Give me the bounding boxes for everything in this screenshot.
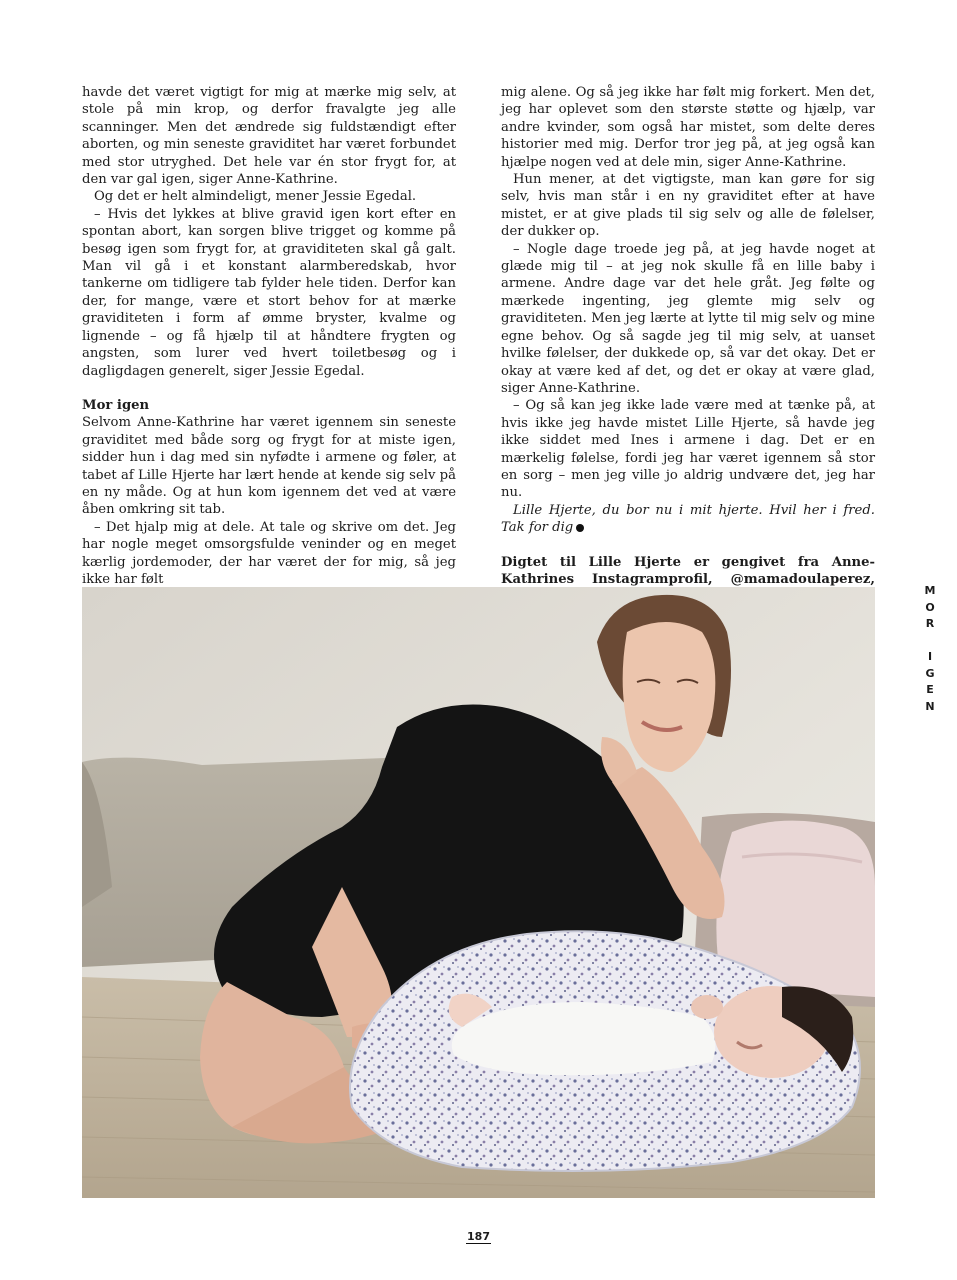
section-label-gap <box>920 633 940 650</box>
paragraph: mig alene. Og så jeg ikke har følt mig forkert. Men det, jeg har oplevet som den største støtte og hjælp, var andre kvinder, som også har mistet, som delte deres historier med mig. Derfor tror jeg på, at jeg også kan hjælpe nogen ved at dele min, siger Anne-Kathrine. <box>501 85 875 170</box>
paragraph: Og det er helt almindeligt, mener Jessie Egedal. <box>94 189 417 205</box>
subheading: Mor igen <box>82 397 150 413</box>
section-label-letter: R <box>925 617 935 630</box>
paragraph: Selvom Anne-Kathrine har været igennem sin seneste graviditet med både sorg og frygt for at miste igen, sidder hun i dag med sin nyfødte i armene og føler, at tabet af Lille Hjerte har lært hende at kende sig selv på en ny måde. Og at hun kom igennem det ved at være åben omkring sit tab. <box>82 415 456 518</box>
paragraph: – Nogle dage troede jeg på, at jeg havde noget at glæde mig til – at jeg nok skulle få en lille baby i armene. Andre dage var det hele gråt. Jeg følte og mærkede ingenting, jeg glemte mig selv og graviditeten. Men jeg lærte at lytte til mig selv og mine egne behov. Og så sagde jeg til mig selv, at uanset hvilke følelser, der dukkede op, så var det okay. Det er okay at være ked af det, og det er okay at være glad, siger Anne-Kathrine. <box>501 241 875 396</box>
paragraph: – Det hjalp mig at dele. At tale og skrive om det. Jeg har nogle meget omsorgsfulde veninder og en meget kærlig jordemoder, der har været der for mig, så jeg ikke har følt <box>82 519 456 587</box>
paragraph: havde det været vigtigt for mig at mærke mig selv, at stole på min krop, og derfor fravalgte jeg alle scanninger. Men det ændrede sig fuldstændigt efter aborten, og min seneste graviditet har været forbundet med stor utryghed. Det hele var én stor frygt for, at den var gal igen, siger Anne-Kathrine. <box>82 85 456 188</box>
poem-line <box>501 502 875 537</box>
article-column-left <box>82 84 456 588</box>
paragraph: Hun mener, at det vigtigste, man kan gøre for sig selv, hvis man står i en ny graviditet efter at have mistet, er at give plads til sig selv og alle de følelser, der dukker op. <box>501 172 875 240</box>
poem-credit: Digtet til Lille Hjerte er gengivet fra Anne-Kathrines Instagramprofil, @mamadoulaperez, <box>501 554 875 587</box>
page-number <box>0 1230 957 1243</box>
paragraph: – Og så kan jeg ikke lade være med at tænke på, at hvis ikke jeg havde mistet Lille Hjerte, så havde jeg ikke siddet med Ines i armene i dag. Det er en mærkelig følelse, fordi jeg har været igennem så stor en sorg – men jeg ville jo aldrig undvære det, jeg har nu. <box>501 398 875 501</box>
section-label <box>920 583 940 715</box>
page-number-text: 187 <box>467 1230 490 1243</box>
section-label-letter: I <box>927 650 933 663</box>
end-mark-icon <box>576 524 584 532</box>
section-label-letter: O <box>925 600 935 614</box>
paragraph: – Hvis det lykkes at blive gravid igen kort efter en spontan abort, kan sorgen blive trigget og komme på besøg igen som frygt for, at graviditeten skal gå galt. Man vil gå i et konstant alarmberedskab, hvor tankerne om tidligere tab fylder hele tiden. Derfor kan der, for mange, være et stort behov for at mærke graviditeten i form af ømme bryster, kvalme og lignende – og få hjælp til at håndtere frygten og angsten, som lurer ved hvert toiletbesøg og i dagligdagen generelt, siger Jessie Egedal. <box>82 206 456 379</box>
section-label-letter: G <box>925 666 935 680</box>
article-photo <box>82 587 875 1198</box>
section-label-letter: N <box>925 699 935 713</box>
section-label-letter: M <box>924 584 936 597</box>
article-column-right <box>501 84 875 606</box>
poem-text: Lille Hjerte, du bor nu i mit hjerte. Hvil her i fred. Tak for dig <box>501 502 875 536</box>
section-label-letter: E <box>926 683 934 696</box>
